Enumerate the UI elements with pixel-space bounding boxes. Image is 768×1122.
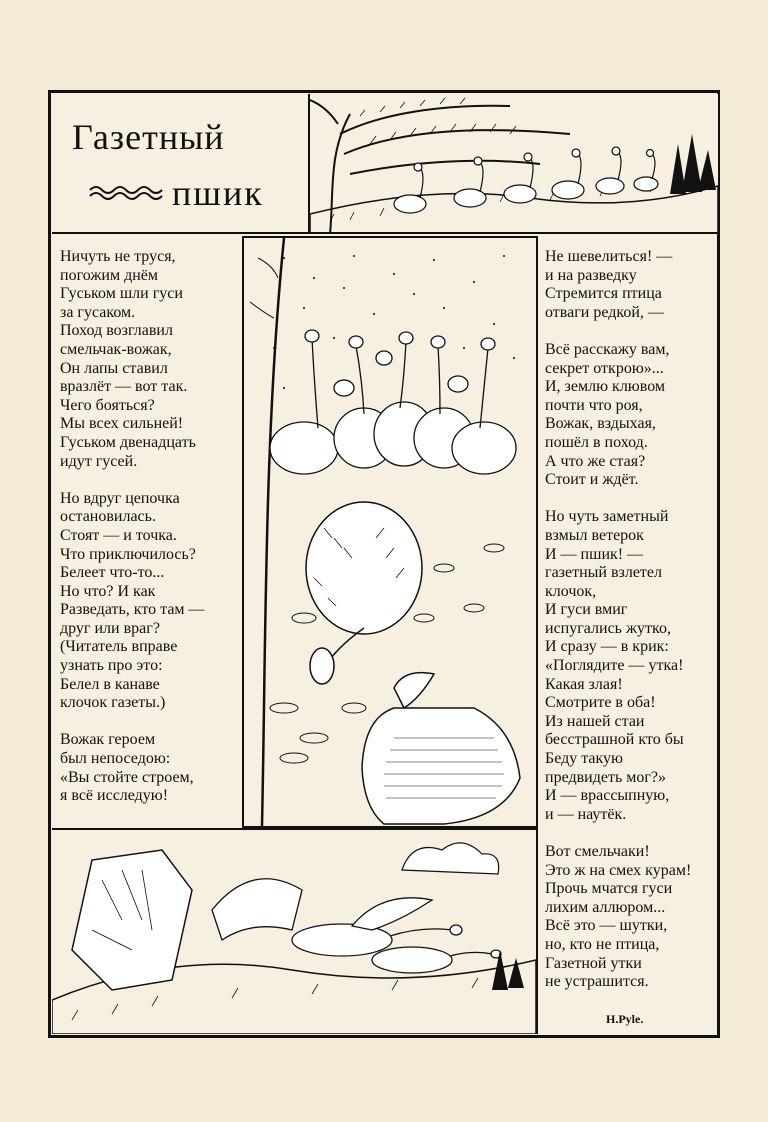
artist-signature: H.Pyle. xyxy=(606,1012,644,1026)
poem-right-column: Не шевелиться! — и на разведку Стремится птица отваги редкой, — Всё расскажу вам, секрет открою»... И, землю клювом почти что роя, Вожак, вздыхая, пошёл в поход. А что же стая? Стоит и ждёт. Но чуть заметный взмыл ветерок И — пшик! — газетный взлетел клочок, И гуси вмиг испугались жутко, И сразу — в крик: «Поглядите — утка! Какая злая! Смотрите в оба! Из нашей стаи бесстрашной кто бы Беду такую предвидеть мог?» И — врассыпную, и — наутёк. Вот смельчаки! Это ж на смех курам! Прочь мчатся гуси лихим аллюром... Всё это — шутки, но, кто не птица, Газетной утки не устрашится. xyxy=(545,248,692,991)
illustration-middle-leader-and-newspaper xyxy=(242,236,538,828)
poem-left-column: Ничуть не труся, погожим днём Гуськом шли гуси за гусаком. Поход возглавил смельчак-вожак, Он лапы ставил вразлёт — вот так. Чего бояться? Мы всех сильней! Гуськом двенадцать идут гусей. Но вдруг цепочка остановилась. Стоят — и точка. Что приключилось? Белеет что-то... Но что? И как Разведать, кто там — друг или враг? (Читатель вправе узнать про это: Белел в канаве клочок газеты.) Вожак героем был непоседою: «Вы стойте строем, я всё исследую! xyxy=(60,248,205,805)
title-line-1: Газетный xyxy=(72,117,225,157)
illustration-bottom-geese-fleeing xyxy=(52,828,538,1034)
illustration-top-geese-march xyxy=(310,94,718,234)
title-line-2: пшик xyxy=(172,173,264,213)
wave-ornament-icon xyxy=(88,182,168,202)
title-box xyxy=(52,94,310,234)
